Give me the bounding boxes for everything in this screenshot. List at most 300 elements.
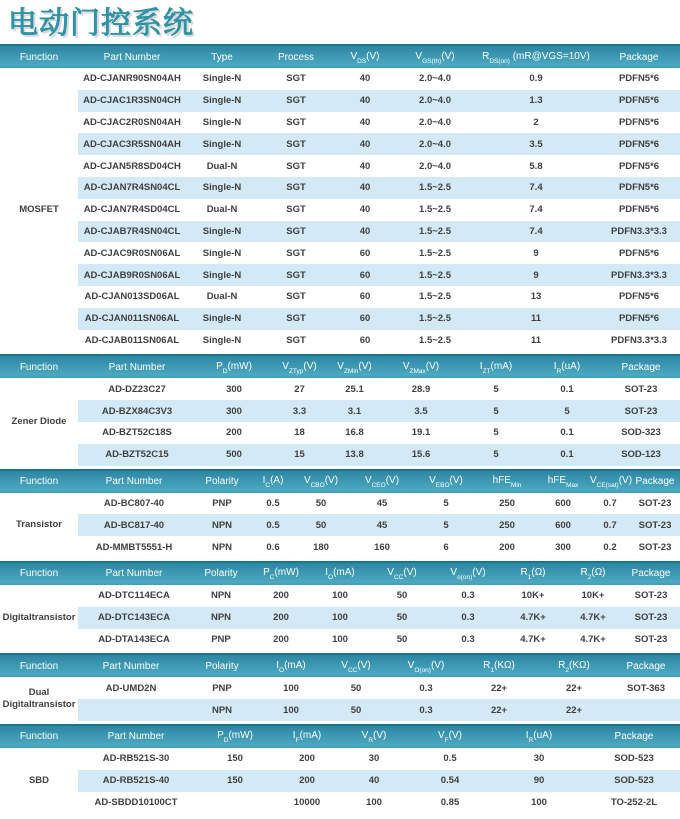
table-row [78,585,680,607]
column-header: Function [19,568,59,580]
page-title: 电动门控系统 [8,7,194,40]
data-cell: 3.5 [529,138,543,150]
data-cell: SGT [286,95,306,107]
column-header: Part Number [102,660,160,672]
data-cell: SOD-523 [614,753,654,765]
table-header-row [0,354,680,378]
column-header: hFE$_{Min}$ [492,475,522,490]
part-number-cell: AD-BZX84C3V3 [101,405,173,417]
data-cell: Dual-N [206,160,238,172]
table-row [78,699,680,721]
column-header: $P_D(mW)$ [217,730,253,745]
data-cell: 50 [396,590,408,602]
part-number-cell: AD-SBDD10100CT [94,796,178,808]
data-cell: 0.7 [603,497,617,509]
data-cell: 0.54 [440,775,460,787]
table-body [0,677,680,721]
data-cell: SOT-23 [634,612,668,624]
data-cell: 100 [283,704,299,716]
data-cell: 40 [359,225,371,237]
data-cell: SGT [286,73,306,85]
column-header: Function [19,660,59,672]
data-cell: NPN [211,519,233,531]
data-cell: PNP [211,633,231,645]
table-row [78,68,680,90]
table-row [78,90,680,112]
data-cell: PDFN5*6 [618,182,660,194]
table-row [78,629,680,651]
column-header: Function [19,51,59,63]
function-cell: SBD [0,748,78,813]
data-cell: 0.1 [560,383,574,395]
column-header: Part Number [108,361,166,373]
data-cell: 13.8 [345,449,364,461]
data-cell: 4.7K+ [580,633,606,645]
function-cell: Digitaltransistor [0,585,78,650]
data-cell: PDFN5*6 [618,73,660,85]
column-header: $V_{ZMax}(V)$ [402,360,440,375]
data-cell: 100 [332,590,348,602]
column-header: Type [211,51,233,63]
part-number-cell: AD-CJAB7R4SN04CL [83,225,181,237]
table-row [78,308,680,330]
column-header: Part Number [103,51,161,63]
table-row [78,514,680,536]
column-header: Function [19,476,59,488]
data-cell: 100 [332,612,348,624]
data-cell: SOT-23 [624,405,658,417]
data-cell: 250 [499,497,515,509]
column-header: $I_R(uA)$ [525,730,553,745]
part-number-cell: AD-RB521S-30 [102,753,170,765]
part-number-cell: AD-BC817-40 [103,519,165,531]
table-body [0,378,680,465]
table-row [78,112,680,134]
data-cell: 600 [555,497,571,509]
column-header: Part Number [105,476,163,488]
table-row [78,607,680,629]
data-cell: PDFN5*6 [618,116,660,128]
data-cell: 0.3 [419,682,433,694]
data-cell: SGT [286,160,306,172]
table-row [78,792,680,814]
data-cell: 0.1 [560,427,574,439]
part-number-cell: AD-DTA143ECA [98,633,170,645]
part-number-cell: AD-CJAC2R0SN04AH [83,116,181,128]
data-cell: 0.2 [603,541,617,553]
data-cell: 300 [555,541,571,553]
data-cell: 1.5~2.5 [419,269,451,281]
column-header: $V_{GS(th)}(V)$ [415,50,455,65]
data-cell: 0.5 [266,497,280,509]
component-table-mosfet [0,44,680,351]
data-cell: TO-252-2L [610,796,658,808]
data-cell: 200 [299,775,315,787]
data-cell: Single-N [202,95,242,107]
data-cell: 7.4 [529,182,543,194]
data-cell: 1.5~2.5 [419,291,451,303]
column-header: $V_{CC}(V)$ [387,567,417,582]
data-cell: 5 [443,497,449,509]
data-cell: NPN [211,704,233,716]
column-header: Package [635,476,675,488]
data-cell: SOT-23 [638,541,672,553]
table-body [0,493,680,558]
data-cell: 60 [359,269,371,281]
data-cell: 40 [368,775,380,787]
function-cell: MOSFET [0,68,78,351]
data-cell: 40 [359,204,371,216]
table-body [0,748,680,813]
data-cell: PDFN3.3*3.3 [611,225,667,237]
column-header: Polarity [205,660,239,672]
data-cell: PDFN3.3*3.3 [611,334,667,346]
data-cell: 2.0~4.0 [419,138,451,150]
data-cell: 60 [359,313,371,325]
part-number-cell: AD-CJAN011SN06AL [84,313,180,325]
data-cell: 9 [533,247,539,259]
data-cell: 0.5 [266,519,280,531]
data-cell: PDFN5*6 [618,138,660,150]
data-cell: 40 [359,160,371,172]
data-cell: SOT-23 [624,383,658,395]
data-cell: 200 [273,612,289,624]
function-cell: Transistor [0,493,78,558]
data-cell: 50 [315,497,327,509]
data-cell: 19.1 [411,427,431,439]
data-cell: 15.6 [411,449,431,461]
function-cell: Dual Digitaltransistor [0,677,78,721]
data-cell: 6 [443,541,449,553]
data-cell: 60 [359,291,371,303]
data-cell: 100 [283,682,299,694]
column-header: Process [277,51,315,63]
tables-container [0,44,680,813]
part-number-cell: AD-CJAN7R4SD04CL [83,204,181,216]
data-cell: 10K+ [581,590,605,602]
data-cell: 200 [299,753,315,765]
data-cell: PDFN5*6 [618,204,660,216]
data-cell: PDFN5*6 [618,95,660,107]
data-cell: Single-N [202,313,242,325]
data-cell: 200 [499,541,515,553]
data-cell: SGT [286,138,306,150]
data-cell: 0.1 [560,449,574,461]
column-header: Function [19,731,59,743]
data-cell: Single-N [202,269,242,281]
data-cell: 50 [350,682,362,694]
data-cell: 300 [226,383,242,395]
table-row [78,264,680,286]
data-cell: 150 [227,753,243,765]
data-cell: 16.8 [345,427,364,439]
data-cell: SOT-363 [626,682,666,694]
data-cell: 200 [273,633,289,645]
table-row [78,199,680,221]
data-cell: 9 [533,269,539,281]
data-cell: 10000 [293,796,321,808]
data-cell: PDFN5*6 [618,291,660,303]
column-header: $I_C(A)$ [262,475,284,490]
column-header: $V_{CEO}(V)$ [364,475,400,490]
part-number-cell: AD-UMD2N [105,682,157,694]
data-cell: 3.1 [347,405,362,417]
data-cell: 4.7K+ [520,612,546,624]
part-number-cell: AD-MMBT5551-H [95,541,173,553]
column-header: $V_{ZTyp}(V)$ [282,360,317,375]
data-cell: 0.3 [461,612,475,624]
table-row [78,286,680,308]
table-row [78,422,680,444]
column-header: Polarity [204,568,238,580]
data-cell: 0.3 [461,590,475,602]
column-header: $V_R(V)$ [361,730,387,745]
data-cell: 500 [226,449,242,461]
data-cell: 2.0~4.0 [419,116,451,128]
table-row [78,493,680,515]
column-header: $V_{CC}(V)$ [341,659,371,674]
column-header: Part Number [107,731,165,743]
data-cell: 0.85 [440,796,460,808]
column-header: $V_F(V)$ [438,730,462,745]
table-row [78,155,680,177]
data-cell: 50 [396,612,408,624]
table-row [78,133,680,155]
data-cell: 1.5~2.5 [419,204,451,216]
column-header: Package [619,51,659,63]
column-header: $V_{EBO}(V)$ [429,475,463,490]
table-row [78,536,680,558]
table-row [78,400,680,422]
data-cell: 250 [499,519,515,531]
table-row [78,378,680,400]
table-row [78,330,680,352]
part-number-cell: AD-CJAC1R3SN04CH [83,95,181,107]
data-cell: 160 [374,541,390,553]
column-header: $I_O(mA)$ [276,659,306,674]
data-cell: SGT [286,116,306,128]
data-cell: 13 [530,291,542,303]
data-cell: PDFN5*6 [618,160,660,172]
data-cell: 60 [359,334,371,346]
data-cell: SOD-123 [621,449,661,461]
data-cell: PDFN3.3*3.3 [611,269,667,281]
data-cell: 5 [493,427,499,439]
part-number-cell: AD-RB521S-40 [102,775,170,787]
table-row [78,242,680,264]
component-table-dual [0,653,680,721]
table-header-row [0,653,680,677]
data-cell: Single-N [202,116,242,128]
data-cell: 5 [443,519,449,531]
data-cell: 11 [530,334,542,346]
data-cell: 4.7K+ [520,633,546,645]
part-number-cell: AD-CJAN013SD06AL [84,291,180,303]
data-cell: 100 [531,796,547,808]
data-cell: 3.5 [414,405,428,417]
data-cell: Dual-N [206,291,238,303]
column-header: $V_{CBO}(V)$ [303,475,339,490]
data-cell: 2 [533,116,539,128]
component-table-sbd [0,724,680,813]
data-cell: 2.0~4.0 [419,73,451,85]
data-cell: 5 [493,405,499,417]
data-cell: 1.5~2.5 [419,182,451,194]
column-header: $R_2(\Omega)$ [580,567,606,582]
column-header: $V_{O(on)}(V)$ [407,659,445,674]
data-cell: SGT [286,247,306,259]
component-table-digital [0,561,680,650]
data-cell: 7.4 [529,204,543,216]
part-number-cell: AD-BZT52C15 [105,449,169,461]
column-header: $I_F(mA)$ [292,730,322,745]
table-row [78,221,680,243]
column-header: Package [614,731,654,743]
column-header: Package [626,660,666,672]
data-cell: 3.3 [292,405,307,417]
catalog-page [0,6,680,819]
data-cell: 7.4 [529,225,543,237]
data-cell: SGT [286,334,306,346]
data-cell: SGT [286,291,306,303]
table-header-row [0,44,680,68]
column-header: $R_{DS(on)}$ (mR@VGS=10V) [482,50,590,65]
data-cell: 5 [493,383,499,395]
data-cell: SOT-23 [634,633,668,645]
data-cell: 2.0~4.0 [419,95,451,107]
column-header: $V_{o(on)}(V)$ [450,567,486,582]
data-cell: 180 [313,541,329,553]
data-cell: Single-N [202,138,242,150]
column-header: $P_D(mW)$ [216,360,252,375]
component-table-zener [0,354,680,465]
data-cell: 45 [376,497,388,509]
data-cell: 40 [359,95,371,107]
data-cell: SGT [286,182,306,194]
part-number-cell: AD-CJAB011SN06AL [84,334,180,346]
data-cell: 0.5 [443,753,457,765]
data-cell: PNP [212,497,232,509]
table-row [78,677,680,699]
table-body [0,68,680,351]
data-cell: 50 [396,633,408,645]
part-number-cell: AD-BZT52C18S [102,427,172,439]
data-cell: 25.1 [345,383,364,395]
data-cell: 0.3 [461,633,475,645]
data-cell: 300 [226,405,242,417]
column-header: $I_O(mA)$ [325,567,355,582]
part-number-cell: AD-DZ23C27 [108,383,166,395]
data-cell: 22+ [565,682,583,694]
data-cell: 40 [359,138,371,150]
data-cell: 0.7 [603,519,617,531]
data-cell: 22+ [565,704,583,716]
part-number-cell: AD-CJAN5R8SD04CH [83,160,181,172]
column-header: $I_{ZT}(mA)$ [479,360,513,375]
column-header: $R_1(K\Omega)$ [483,659,515,674]
data-cell: SOT-23 [638,497,672,509]
data-cell: 2.0~4.0 [419,160,451,172]
column-header: $R_2(K\Omega)$ [558,659,590,674]
component-table-transistor [0,469,680,558]
column-header: $V_{ZMin}(V)$ [337,360,372,375]
column-header: $R_1(\Omega)$ [520,567,546,582]
data-cell: 0.9 [529,73,543,85]
table-header-row [0,724,680,748]
part-number-cell: AD-CJAC9R0SN06AL [83,247,181,259]
data-cell: Single-N [202,73,242,85]
part-number-cell: AD-BC807-40 [103,497,165,509]
data-cell: 5 [493,449,499,461]
data-cell: Single-N [202,334,242,346]
table-row [78,177,680,199]
data-cell: 200 [273,590,289,602]
table-row [78,748,680,770]
data-cell: 0.6 [266,541,280,553]
data-cell: PDFN5*6 [618,247,660,259]
data-cell: 45 [376,519,388,531]
column-header: Part Number [105,568,163,580]
data-cell: 60 [359,247,371,259]
data-cell: 40 [359,116,371,128]
data-cell: 5 [564,405,570,417]
data-cell: 1.3 [529,95,543,107]
data-cell: 4.7K+ [580,612,606,624]
table-row [78,444,680,466]
data-cell: 18 [294,427,305,439]
data-cell: PDFN5*6 [618,313,660,325]
column-header: $V_{DS}(V)$ [350,50,380,65]
data-cell: 0.3 [419,704,433,716]
column-header: $P_C(mW)$ [263,567,299,582]
data-cell: Single-N [202,247,242,259]
data-cell: 200 [226,427,242,439]
data-cell: 30 [533,753,545,765]
table-body [0,585,680,650]
part-number-cell: AD-DTC143ECA [97,612,171,624]
data-cell: Single-N [202,182,242,194]
column-header: Polarity [205,476,239,488]
data-cell: 100 [332,633,348,645]
data-cell: 15 [294,449,305,461]
column-header: Package [631,568,671,580]
data-cell: SGT [286,204,306,216]
data-cell: 600 [555,519,571,531]
part-number-cell: AD-CJAC3R5SN04AH [83,138,181,150]
data-cell: 40 [359,182,371,194]
column-header: Function [19,361,59,373]
data-cell: 100 [366,796,382,808]
part-number-cell: AD-DTC114ECA [98,590,170,602]
data-cell: 50 [315,519,327,531]
data-cell: SOT-23 [638,519,672,531]
data-cell: SGT [286,225,306,237]
data-cell: 150 [227,775,243,787]
data-cell: SOD-323 [621,427,661,439]
data-cell: NPN [210,590,232,602]
data-cell: 30 [368,753,380,765]
data-cell: 22+ [490,682,508,694]
part-number-cell: AD-CJANR90SN04AH [83,73,181,85]
data-cell: 40 [359,73,371,85]
part-number-cell: AD-CJAB9R0SN06AL [83,269,181,281]
data-cell: 1.5~2.5 [419,334,451,346]
data-cell: PNP [212,682,232,694]
data-cell: 1.5~2.5 [419,247,451,259]
data-cell: 50 [350,704,362,716]
data-cell: Dual-N [206,204,238,216]
part-number-cell: AD-CJAN7R4SN04CL [83,182,181,194]
